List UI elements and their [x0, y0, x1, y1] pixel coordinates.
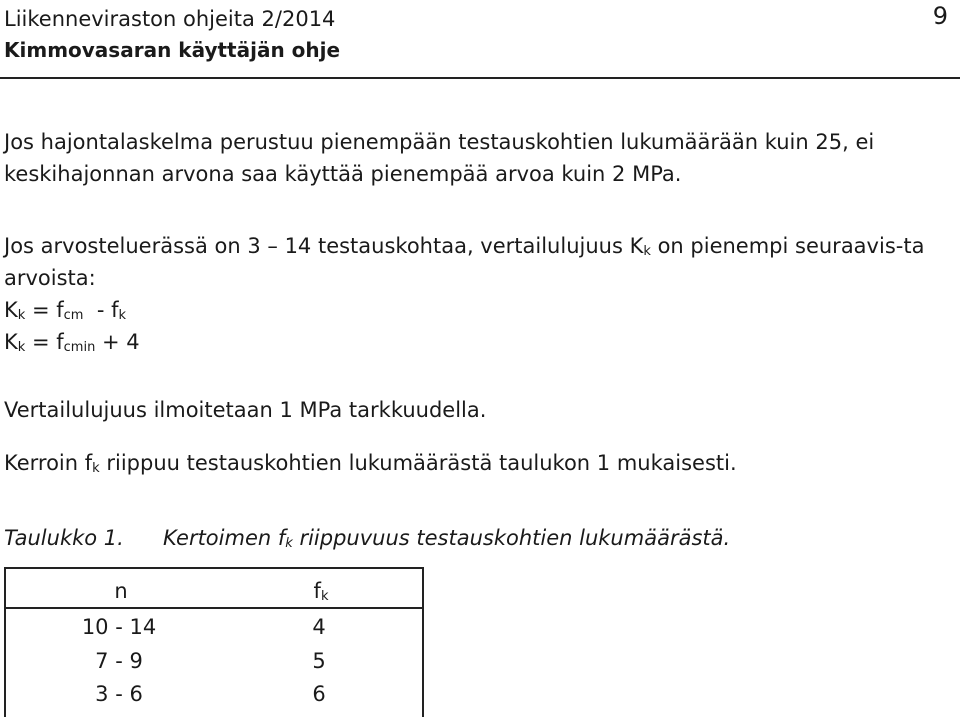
caption-text-part: Kertoimen f	[163, 526, 286, 550]
paragraph-precision: Vertailulujuus ilmoitetaan 1 MPa tarkkuudella.	[4, 398, 487, 422]
subscript: k	[643, 244, 651, 259]
table-cell-n: 7 - 9	[95, 649, 143, 673]
header-divider	[0, 77, 960, 79]
formula-symbol: K	[4, 298, 18, 322]
table-cell-fk: 4	[312, 615, 326, 639]
caption-label: Taulukko 1.	[4, 526, 124, 550]
column-header-n: n	[114, 579, 128, 603]
paragraph-text: riippuu testauskohtien lukumäärästä taulukon 1 mukaisesti.	[99, 451, 737, 475]
subscript: cmin	[63, 340, 96, 355]
caption-text	[163, 522, 730, 554]
formula-symbol: = f	[25, 330, 64, 354]
table-cell-n: 3 - 6	[95, 682, 143, 706]
running-header	[4, 4, 340, 66]
subscript: k	[17, 340, 26, 355]
paragraph-reference-strength	[4, 230, 952, 358]
column-header-fk	[246, 575, 396, 607]
subscript: k	[92, 461, 100, 476]
document-title: Kimmovasaran käyttäjän ohje	[4, 38, 341, 62]
page-number: 9	[932, 2, 948, 30]
table-cell-n: 10 - 14	[81, 615, 157, 639]
subscript: k	[285, 536, 293, 551]
subscript: cm	[63, 308, 84, 323]
formula-symbol: K	[4, 330, 18, 354]
publication-series: Liikenneviraston ohjeita 2/2014	[4, 7, 336, 31]
table-header-row	[6, 569, 422, 609]
formula-symbol: = f	[25, 298, 64, 322]
subscript: k	[17, 308, 26, 323]
formula-1	[4, 294, 952, 326]
table-cell-fk: 6	[312, 682, 326, 706]
paragraph-text: Jos arvosteluerässä on 3 – 14 testauskohtaa, vertailulujuus K	[4, 234, 644, 258]
header-symbol: f	[313, 579, 321, 603]
paragraph-text: Kerroin f	[4, 451, 93, 475]
paragraph-text: on pienempi seuraavis-ta arvoista:	[4, 234, 925, 290]
subscript: k	[118, 308, 126, 323]
formula-symbol: + 4	[95, 330, 140, 354]
formula-symbol: - f	[83, 298, 119, 322]
formula-2	[4, 326, 952, 358]
subscript: k	[320, 589, 329, 604]
paragraph-coefficient	[4, 447, 952, 479]
table-cell-fk: 5	[312, 649, 326, 673]
paragraph-std-deviation: Jos hajontalaskelma perustuu pienempään testauskohtien lukumäärään kuin 25, ei keskihajonnan arvona saa käyttää pienempää arvoa kuin 2 MPa.	[4, 130, 875, 186]
caption-text-part: riippuvuus testauskohtien lukumäärästä.	[292, 526, 731, 550]
